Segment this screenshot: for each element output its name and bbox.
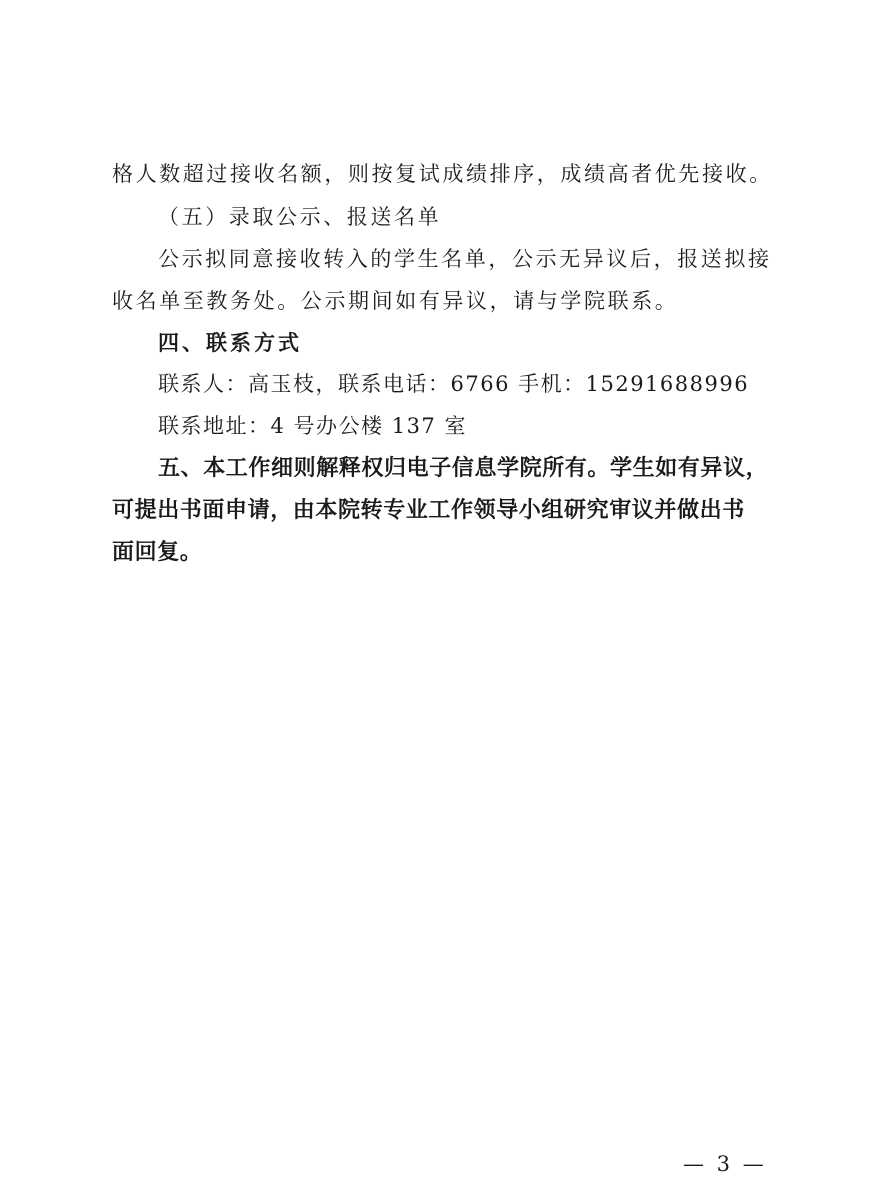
section-heading-contact: 四、联系方式 (158, 331, 302, 355)
interpretation-clause-line: 可提出书面申请，由本院转专业工作领导小组研究审议并做出书 (112, 498, 745, 523)
body-text-line: 格人数超过接收名额，则按复试成绩排序，成绩高者优先接收。 (112, 162, 773, 186)
section-subheading-publicity: （五）录取公示、报送名单 (158, 205, 442, 229)
contact-person-line: 联系人：高玉枝，联系电话：6766 手机：15291688996 (158, 372, 750, 396)
body-text-line: 公示拟同意接收转入的学生名单，公示无异议后，报送拟接 (158, 247, 772, 271)
interpretation-clause-line: 面回复。 (112, 540, 203, 565)
body-text-line: 收名单至教务处。公示期间如有异议，请与学院联系。 (112, 289, 679, 313)
contact-address-line: 联系地址：4 号办公楼 137 室 (158, 414, 467, 438)
interpretation-clause-line: 五、本工作细则解释权归电子信息学院所有。学生如有异议， (158, 456, 769, 481)
page-number: — 3 — (683, 1152, 767, 1176)
